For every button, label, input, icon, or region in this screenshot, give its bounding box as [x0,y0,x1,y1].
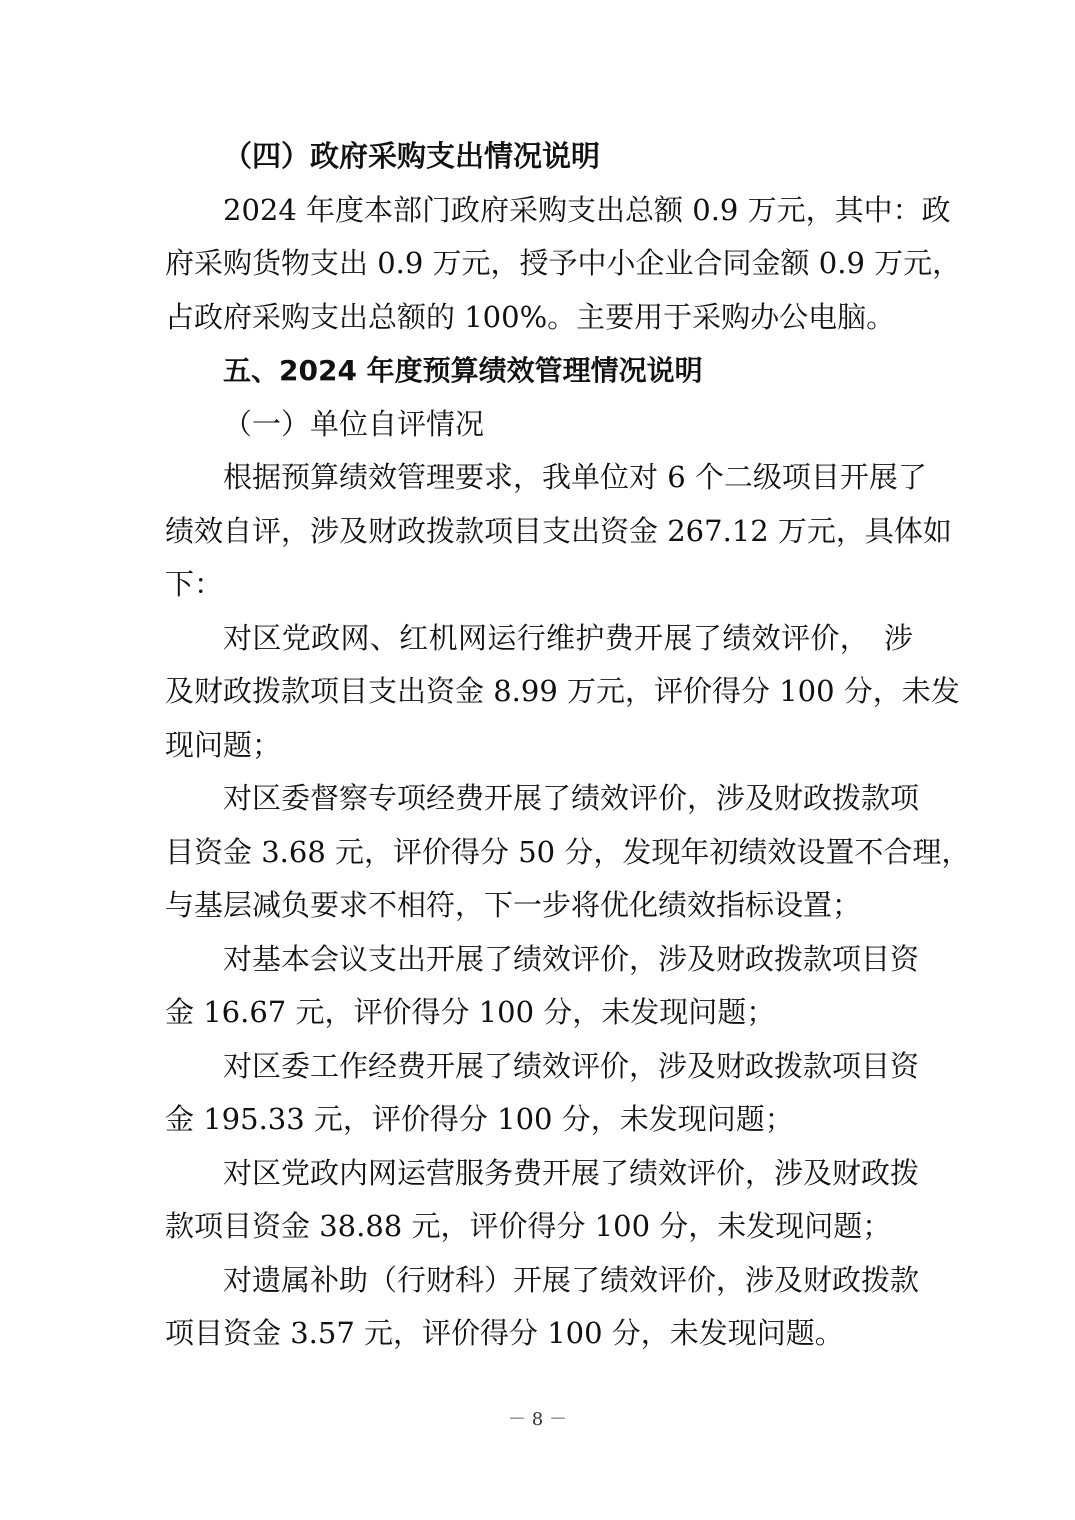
item-5-paragraph [165,1147,920,1254]
paragraph-line: 款项目资金 38.88 元，评价得分 100 分，未发现问题； [165,1209,892,1243]
document-body [165,130,971,1361]
paragraph-line: 占政府采购支出总额的 100%。主要用于采购办公电脑。 [165,299,896,334]
paragraph-line: 府采购货物支出 0.9 万元，授予中小企业合同金额 0.9 万元， [165,246,962,280]
page-number: － 8 － [508,1409,567,1430]
paragraph-line: 对区党政内网运营服务费开展了绩效评价，涉及财政拨 [223,1155,920,1190]
paragraph-line: 绩效自评，涉及财政拨款项目支出资金 267.12 万元，具体如 [165,513,952,548]
item-1-paragraph [165,612,960,773]
item-6-paragraph [165,1254,920,1361]
subsection-1-heading: （一）单位自评情况 [223,406,485,441]
paragraph-line: 金 195.33 元，评价得分 100 分，未发现问题； [165,1102,794,1136]
paragraph-line: 项目资金 3.57 元，评价得分 100 分，未发现问题。 [165,1316,844,1350]
paragraph-line: 对区委工作经费开展了绩效评价，涉及财政拨款项目资 [223,1048,920,1083]
paragraph-line: 及财政拨款项目支出资金 8.99 万元，评价得分 100 分，未发 [165,674,960,708]
item-4-paragraph [165,1040,920,1147]
paragraph-line: 现问题； [165,727,282,762]
paragraph-line: 根据预算绩效管理要求，我单位对 6 个二级项目开展了 [223,460,927,494]
paragraph-line: 目资金 3.68 元，评价得分 50 分，发现年初绩效设置不合理， [165,834,971,869]
paragraph-line: 与基层减负要求不相符，下一步将优化绩效指标设置； [165,888,862,922]
paragraph-line: 金 16.67 元，评价得分 100 分，未发现问题； [165,995,776,1029]
paragraph-line: 对区党政网、红机网运行维护费开展了绩效评价， 涉 [223,620,913,655]
paragraph-line: 对区委督察专项经费开展了绩效评价，涉及财政拨款项 [223,781,920,815]
paragraph-line: 2024 年度本部门政府采购支出总额 0.9 万元，其中：政 [223,192,951,227]
procurement-paragraph [165,184,962,345]
section-4-heading: （四）政府采购支出情况说明 [223,139,601,173]
item-2-paragraph [165,772,971,933]
paragraph-line: 对基本会议支出开展了绩效评价，涉及财政拨款项目资 [223,941,920,976]
intro-paragraph [165,451,952,612]
paragraph-line: 对遗属补助（行财科）开展了绩效评价，涉及财政拨款 [223,1262,920,1297]
chapter-5-heading: 五、2024 年度预算绩效管理情况说明 [223,354,703,387]
item-3-paragraph [165,933,920,1040]
paragraph-line: 下： [165,567,224,601]
